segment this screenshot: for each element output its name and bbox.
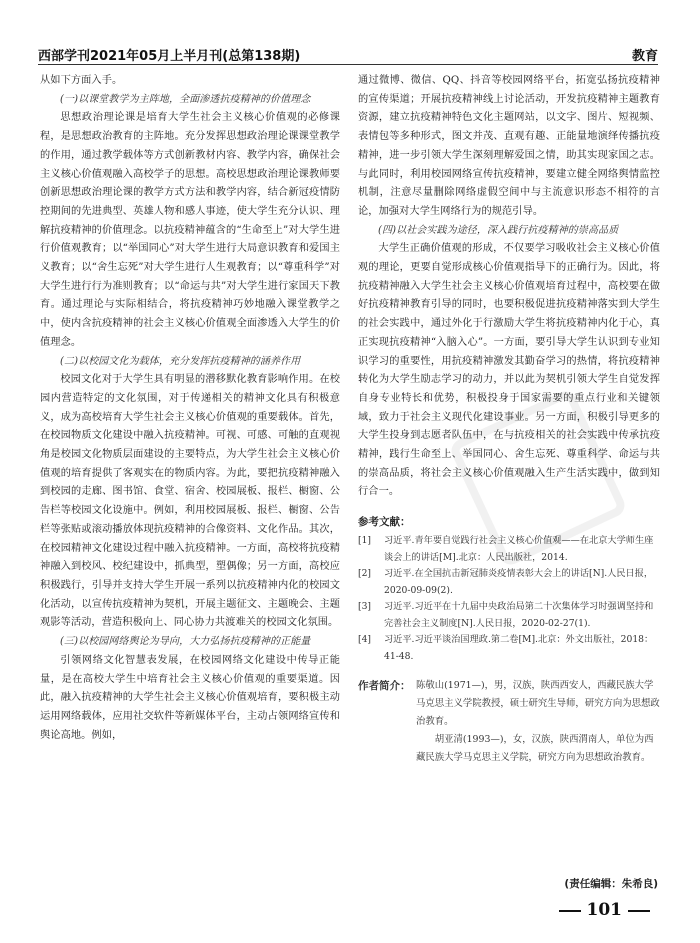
page-header <box>38 42 658 65</box>
right-column <box>358 72 660 767</box>
reference-item <box>358 632 660 665</box>
reference-text: 习近平.青年要自觉践行社会主义核心价值观——在北京大学师生座谈会上的讲话[M].北京：人民出版社，2014. <box>384 535 654 563</box>
author-bio-second: 胡亚清(1993—)，女，汉族，陕西渭南人，单位为西藏民族大学马克思主义学院，研究方向为思想政治教育。 <box>416 734 654 764</box>
paragraph-4: 通过微博、微信、QQ、抖音等校园网络平台，拓宽弘扬抗疫精神的宣传渠道；开展抗疫精神线上讨论活动，开发抗疫精神主题教育资源，建立抗疫精神特色文化主题网站，以文字、图片、短视频、表情包等多种形式，图文并茂、直观有趣、正能量地演绎传播抗疫精神，进一步引领大学生深刻理解爱国之情，助其实现家国之志。与此同时，利用校园网络宣传抗疫精神，要建立健全网络舆情监控机制，注意尽量删除网络虚假空间中与主流意识形态不相符的言论，加强对大学生网络行为的规范引导。 <box>358 75 660 217</box>
author-bio <box>358 677 660 731</box>
reference-item <box>358 533 660 566</box>
page-number-dash-left <box>559 910 581 912</box>
subheading-3: (三)以校园网络舆论为导向，大力弘扬抗疫精神的正能量 <box>60 636 311 648</box>
reference-number: [2] <box>358 568 372 580</box>
author-bio-text: 陈敬山(1971—)，男，汉族，陕西西安人，西藏民族大学马克思主义学院教授，硕士研究生导师，研究方向为思想政治教育。 <box>416 680 660 728</box>
page-number-value: 101 <box>586 900 622 920</box>
reference-item <box>358 599 660 632</box>
left-column <box>40 72 340 745</box>
reference-text: 习近平.习近平谈治国理政.第二卷[M].北京：外文出版社，2018：41-48. <box>384 634 654 662</box>
subheading-1: (一)以课堂教学为主阵地，全面渗透抗疫精神的价值理念 <box>60 93 311 105</box>
reference-number: [4] <box>358 634 372 646</box>
reference-item <box>358 566 660 599</box>
subheading-2: (二)以校园文化为载体，充分发挥抗疫精神的涵养作用 <box>60 355 301 367</box>
section-title: 教育 <box>631 49 658 64</box>
reference-text: 习近平.在全国抗击新冠肺炎疫情表彰大会上的讲话[N].人民日报，2020-09-09(2). <box>384 568 654 596</box>
references-title: 参考文献： <box>358 516 411 529</box>
page-number-dash-right <box>628 910 650 912</box>
author-bio-label: 作者简介： <box>358 680 411 693</box>
intro-line: 从如下方面入手。 <box>40 75 123 86</box>
reference-number: [1] <box>358 535 372 547</box>
page-number <box>553 900 657 920</box>
reference-text: 习近平.习近平在十九届中央政治局第二十次集体学习时强调坚持和完善社会主义制度[N].人民日报，2020-02-27(1). <box>384 601 654 629</box>
journal-title: 西部学刊2021年05月上半月刊(总第138期) <box>38 49 301 64</box>
paragraph-1: 思想政治理论课是培育大学生社会主义核心价值观的必修课程，是思想政治教育的主阵地。充分发挥思想政治理论课课堂教学的作用，通过教学载体等方式创新教材内容、教学内容，确保社会主义核心价值观融入高校学子的思想。高校思想政治理论课教师要创新思想政治理论课的教学方式方法和教学内容，结合新冠疫情防控期间的先进典型、英雄人物和感人事迹，使大学生充分认识、理解抗疫精神的价值理念。以抗疫精神蕴含的“生命至上”对大学生进行价值观教育；以“举国同心”对大学生进行大局意识教育和爱国主义教育；以“舍生忘死”对大学生进行人生观教育；以“尊重科学”对大学生进行行为准则教育；以“命运与共”对大学生进行家国天下教育。通过理论与实际相结合，将抗疫精神巧妙地融入课堂教学之中，使内含抗疫精神的社会主义核心价值观全面渗透入大学生的价值理念。 <box>40 112 340 348</box>
paragraph-2: 校园文化对于大学生具有明显的潜移默化教育影响作用。在校园内营造特定的文化氛围，对于传递相关的精神文化具有积极意义，成为高校培育大学生社会主义核心价值观的重要载体。首先，在校园物质文化建设中融入抗疫精神。可视、可感、可触的直观视角是校园文化物质层面建设的主要特点，为大学生社会主义核心价值观的培育提供了客观实在的物质内容。为此，要把抗疫精神融入到校园的走廊、图书馆、食堂、宿舍、校园展板、报栏、橱窗、公告栏等校园文化设施中。例如，利用校园展板、报栏、橱窗、公告栏等张贴或滚动播放体现抗疫精神的合像资料、文化作品。其次，在校园精神文化建设过程中融入抗疫精神。一方面，高校将抗疫精神融入到校风、校纪建设中，抓典型，塑偶像；另一方面，高校应积极践行，引导并支持大学生开展一系列以抗疫精神内化的校园文化活动，以宣传抗疫精神为契机，开展主题征文、主题晚会、主题观影等活动，营造积极向上、同心协力共渡难关的校园文化氛围。 <box>40 374 340 629</box>
responsible-editor: (责任编辑：朱希良) <box>564 878 658 890</box>
subheading-4: (四)以社会实践为途径，深入践行抗疫精神的崇高品质 <box>378 224 619 236</box>
paragraph-3: 引领网络文化智慧表发展，在校园网络文化建设中传导正能量，是在高校大学生中培育社会主义核心价值观的重要渠道。因此，融入抗疫精神的大学生社会主义核心价值观培育，要积极主动运用网络载体，应用社交软件等新媒体平台，主动占领网络宣传和舆论高地。例如， <box>40 654 340 741</box>
paragraph-5: 大学生正确价值观的形成，不仅要学习吸收社会主义核心价值观的理论，更要自觉形成核心价值观指导下的正确行为。因此，将抗疫精神融入大学生社会主义核心价值观培育过程中，高校要在做好抗疫精神教育引导的同时，也要积极促进抗疫精神落实到大学生的社会实践中，通过外化于行激励大学生将抗疫精神内化于心，真正实现抗疫精神“入脑入心”。一方面，要引导大学生认识到专业知识学习的重要性，用抗疫精神激发其勤奋学习的热情，将抗疫精神转化为大学生励志学习的动力，并以此为契机引领大学生自觉发挥自身专业特长和优势，积极投身于国家需要的重点行业和关键领域，致力于社会主义现代化建设事业。另一方面，积极引导更多的大学生投身到志愿者队伍中，在与抗疫相关的社会实践中传承抗疫精神，践行生命至上、举国同心、舍生忘死、尊重科学、命运与共的崇高品质，将社会主义核心价值观融入生产生活实践中，做到知行合一。 <box>358 243 660 498</box>
reference-number: [3] <box>358 601 372 613</box>
